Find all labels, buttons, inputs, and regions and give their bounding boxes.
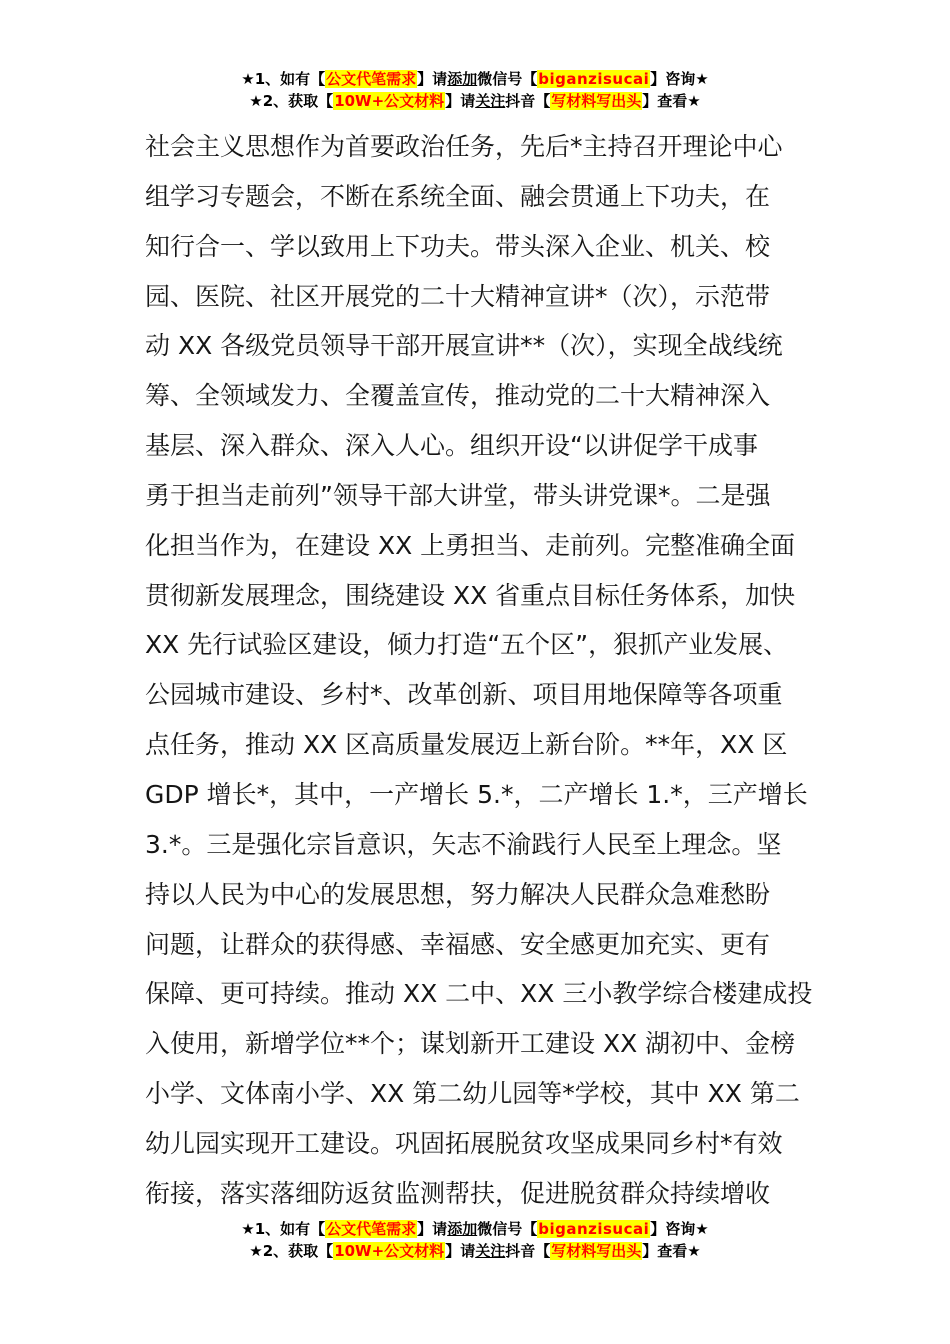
body-line: 公园城市建设、乡村*、改革创新、项目用地保障等各项重 <box>145 680 783 710</box>
banner-line-2 <box>0 1240 950 1262</box>
highlight-wechat-id: biganzisucai <box>538 1220 650 1238</box>
banner-line-2 <box>0 90 950 112</box>
body-line: 化担当作为，在建设 XX 上勇担当、走前列。完整准确全面 <box>145 530 796 560</box>
highlight-materials: 10W+公文材料 <box>334 1242 445 1260</box>
banner-text: 】请 <box>417 70 448 88</box>
body-line: 筹、全领域发力、全覆盖宣传，推动党的二十大精神深入 <box>145 381 771 411</box>
body-line: 问题，让群众的获得感、幸福感、安全感更加充实、更有 <box>145 929 771 959</box>
banner-text: 】查看★ <box>642 92 701 110</box>
highlight-service: 公文代笔需求 <box>326 70 417 88</box>
body-line: 组学习专题会，不断在系统全面、融会贯通上下功夫，在 <box>145 181 771 211</box>
highlight-materials: 10W+公文材料 <box>334 92 445 110</box>
body-line: 知行合一、学以致用上下功夫。带头深入企业、机关、校 <box>145 231 771 261</box>
body-line: 勇于担当走前列”领导干部大讲堂，带头讲党课*。二是强 <box>145 480 771 510</box>
banner-text: ★2、获取【 <box>249 92 334 110</box>
banner-text: 】咨询★ <box>650 1220 709 1238</box>
highlight-wechat-id: biganzisucai <box>538 70 650 88</box>
banner-underlined: 关注 <box>475 92 506 110</box>
body-line: 贯彻新发展理念，围绕建设 XX 省重点目标任务体系，加快 <box>145 580 796 610</box>
body-line: 持以人民为中心的发展思想，努力解决人民群众急难愁盼 <box>145 879 771 909</box>
body-line: 点任务，推动 XX 区高质量发展迈上新台阶。**年，XX 区 <box>145 730 788 760</box>
body-line: 社会主义思想作为首要政治任务，先后*主持召开理论中心 <box>145 132 783 161</box>
body-line: 基层、深入群众、深入人心。组织开设“以讲促学干成事 <box>145 431 758 461</box>
body-line: 小学、文体南小学、XX 第二幼儿园等*学校，其中 XX 第二 <box>145 1079 800 1109</box>
banner-text: 微信号【 <box>477 70 538 88</box>
body-line: 衔接，落实落细防返贫监测帮扶，促进脱贫群众持续增收 <box>145 1178 771 1208</box>
banner-text: 抖音【 <box>505 92 551 110</box>
body-line: 3.*。三是强化宗旨意识，矢志不渝践行人民至上理念。坚 <box>145 829 782 859</box>
banner-text: 】请 <box>417 1220 448 1238</box>
body-line: 园、医院、社区开展党的二十大精神宣讲*（次），示范带 <box>145 281 771 311</box>
header-banner <box>0 68 950 112</box>
document-body <box>145 122 835 1219</box>
banner-text: 】咨询★ <box>650 70 709 88</box>
banner-text: ★1、如有【 <box>241 70 326 88</box>
banner-underlined: 添加 <box>447 1220 478 1238</box>
banner-text: 】请 <box>445 92 476 110</box>
body-line: GDP 增长*，其中，一产增长 5.*，二产增长 1.*，三产增长 <box>145 779 808 809</box>
highlight-douyin: 写材料写出头 <box>551 1242 642 1260</box>
banner-text: 微信号【 <box>477 1220 538 1238</box>
banner-text: ★2、获取【 <box>249 1242 334 1260</box>
body-line: 保障、更可持续。推动 XX 二中、XX 三小教学综合楼建成投 <box>145 979 813 1009</box>
body-line: 幼儿园实现开工建设。巩固拓展脱贫攻坚成果同乡村*有效 <box>145 1128 783 1158</box>
footer-banner <box>0 1218 950 1262</box>
banner-line-1 <box>0 1218 950 1240</box>
body-line: 动 XX 各级党员领导干部开展宣讲**（次），实现全战线统 <box>145 331 783 361</box>
banner-underlined: 关注 <box>475 1242 506 1260</box>
banner-text: 】查看★ <box>642 1242 701 1260</box>
body-line: XX 先行试验区建设，倾力打造“五个区”，狠抓产业发展、 <box>145 630 789 660</box>
banner-underlined: 添加 <box>447 70 478 88</box>
highlight-douyin: 写材料写出头 <box>551 92 642 110</box>
banner-text: 抖音【 <box>505 1242 551 1260</box>
banner-line-1 <box>0 68 950 90</box>
banner-text: ★1、如有【 <box>241 1220 326 1238</box>
highlight-service: 公文代笔需求 <box>326 1220 417 1238</box>
body-line: 入使用，新增学位**个；谋划新开工建设 XX 湖初中、金榜 <box>145 1029 796 1059</box>
banner-text: 】请 <box>445 1242 476 1260</box>
